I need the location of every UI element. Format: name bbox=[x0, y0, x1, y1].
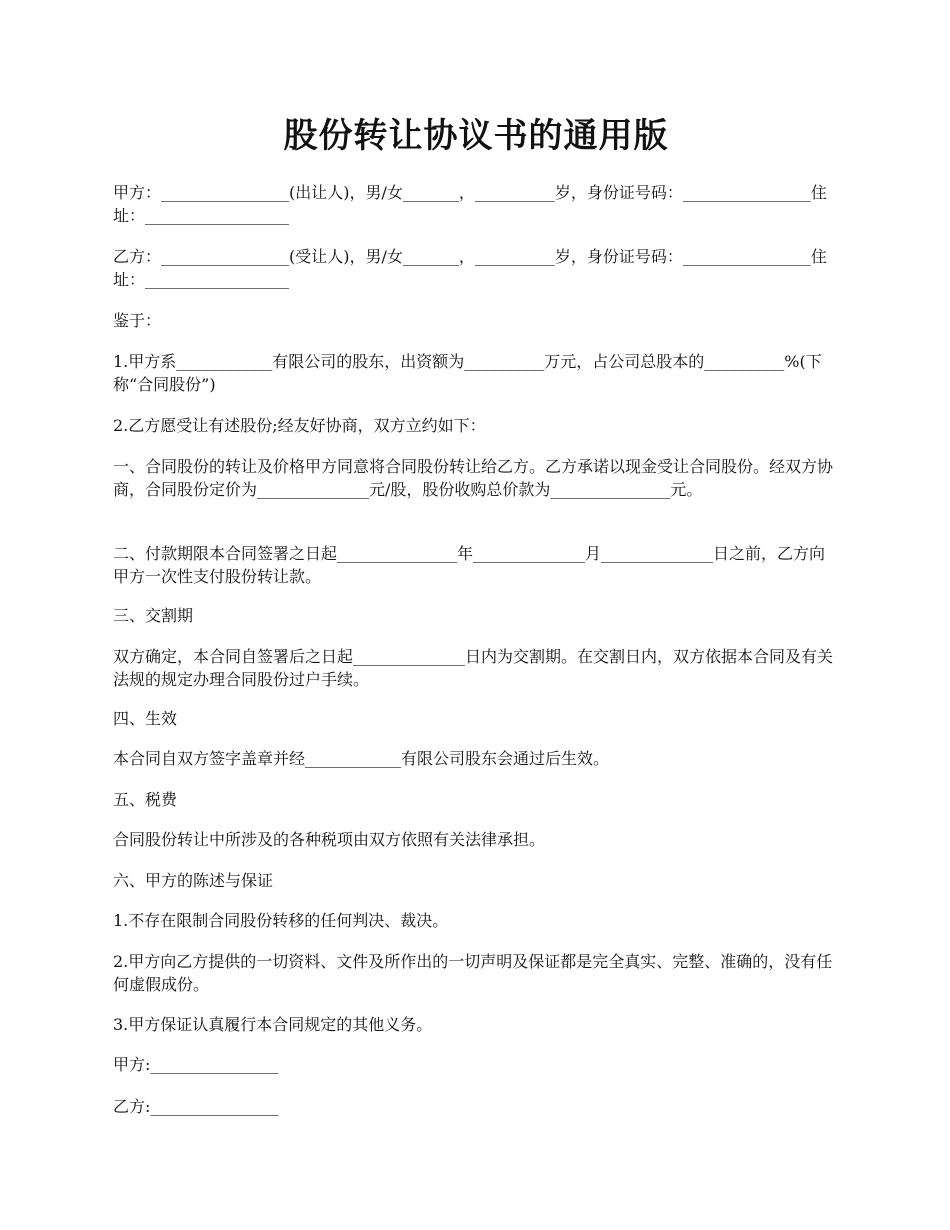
clause-6-item-2: 2.甲方向乙方提供的一切资料、文件及所作出的一切声明及保证都是完全真实、完整、准确的，没有任何虚假成份。 bbox=[113, 952, 833, 994]
clause-4-heading: 四、生效 bbox=[113, 709, 178, 728]
recital-1: 1.甲方系____________有限公司的股东，出资额为__________万元，占公司总股本的__________%(下称“合同股份”) bbox=[113, 352, 822, 394]
document-title: 股份转让协议书的通用版 bbox=[283, 116, 669, 156]
clause-3-heading: 三、交割期 bbox=[113, 606, 194, 625]
clause-6-item-3: 3.甲方保证认真履行本合同规定的其他义务。 bbox=[113, 1015, 433, 1034]
clause-3-body: 双方确定，本合同自签署后之日起______________日内为交割期。在交割日内，双方依据本合同及有关法规的规定办理合同股份过户手续。 bbox=[113, 647, 834, 689]
clause-6-heading: 六、甲方的陈述与保证 bbox=[113, 871, 274, 890]
clause-1-transfer-price: 一、合同股份的转让及价格甲方同意将合同股份转让给乙方。乙方承诺以现金受让合同股份。经双方协商，合同股份定价为______________元/股，股份收购总价款为_______________元。 bbox=[113, 457, 834, 499]
signature-party-b: 乙方:________________ bbox=[113, 1097, 279, 1116]
party-a-info: 甲方：________________(出让人)，男/女_______，__________岁，身份证号码：________________住址：__________________ bbox=[113, 183, 827, 225]
whereas-heading: 鉴于： bbox=[113, 311, 162, 330]
clause-2-payment-term: 二、付款期限本合同签署之日起_______________年______________月______________日之前，乙方向甲方一次性支付股份转让款。 bbox=[113, 544, 826, 586]
clause-6-item-1: 1.不存在限制合同股份转移的任何判决、裁决。 bbox=[113, 911, 449, 930]
recital-2: 2.乙方愿受让有述股份;经友好协商，双方立约如下： bbox=[113, 416, 486, 435]
clause-4-body: 本合同自双方签字盖章并经____________有限公司股东会通过后生效。 bbox=[113, 749, 610, 768]
signature-party-a: 甲方:________________ bbox=[113, 1055, 279, 1074]
party-b-info: 乙方：________________(受让人)，男/女_______，__________岁，身份证号码：________________住址：__________________ bbox=[113, 247, 827, 289]
clause-5-body: 合同股份转让中所涉及的各种税项由双方依照有关法律承担。 bbox=[113, 830, 546, 849]
clause-5-heading: 五、税费 bbox=[113, 790, 178, 809]
